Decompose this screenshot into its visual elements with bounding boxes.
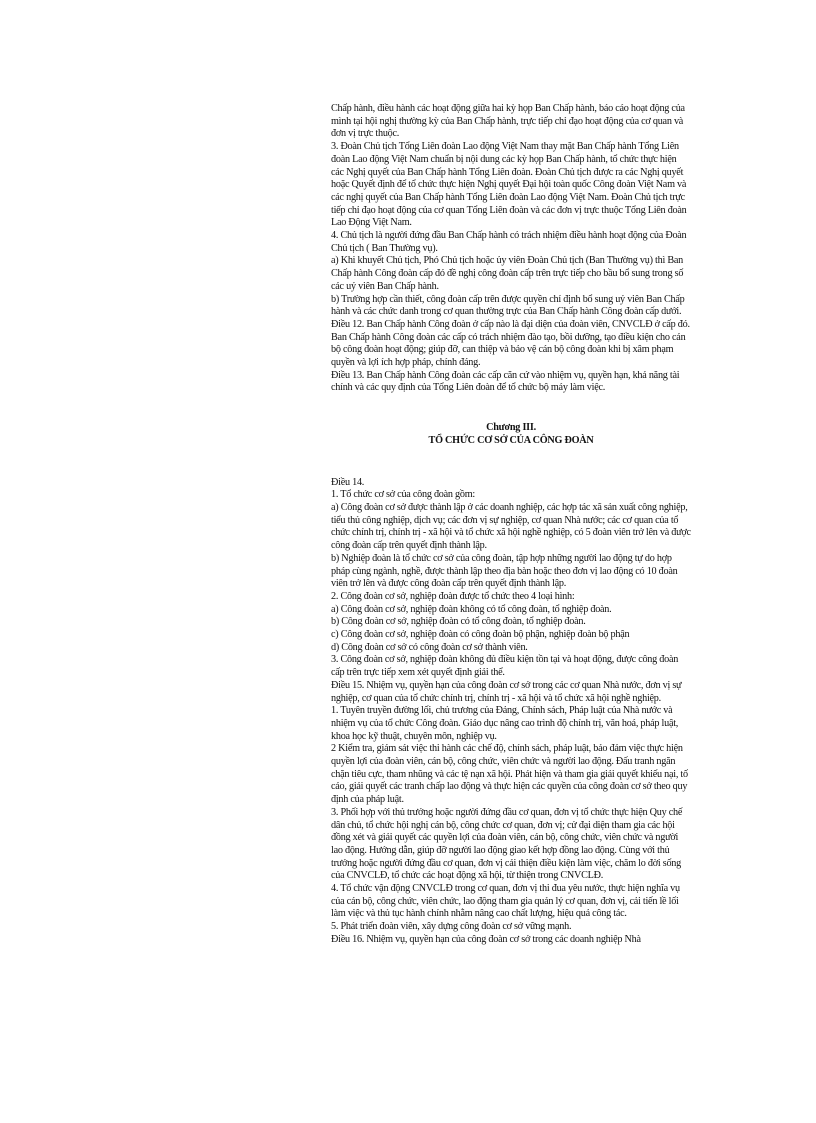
paragraph: c) Công đoàn cơ sở, nghiệp đoàn có công đoàn bộ phận, nghiệp đoàn bộ phận (331, 629, 630, 641)
paragraph: 4. Tổ chức vận động CNVCLĐ trong cơ quan, đơn vị thi đua yêu nước, thực hiện nghĩa vụ của cán bộ, công chức, viên chức, lao động tham gia quản lý cơ quan, đơn vị, cải tiến lề lối làm việc và thủ tục hành chính nhằm nâng cao chất lượng, hiệu quả công tác. (331, 883, 680, 920)
paragraph: Điều 14. (331, 476, 365, 488)
paragraph: Điều 13. Ban Chấp hành Công đoàn các cấp căn cứ vào nhiệm vụ, quyền hạn, khả năng tài chính và các quy định của Tổng Liên đoàn để tổ chức bộ máy làm việc. (331, 369, 680, 394)
paragraph: a) Công đoàn cơ sở được thành lập ở các doanh nghiệp, các hợp tác xã sản xuất công nghiệp, tiểu thủ công nghiệp, dịch vụ; các đơn vị sự nghiệp, cơ quan Nhà nước; các cơ quan của tổ chức chính trị, chính trị - xã hội và tổ chức xã hội nghề nghiệp, có 5 đoàn viên trở lên và được công đoàn cấp trên quyết định thành lập. (331, 501, 691, 552)
paragraph: 3. Công đoàn cơ sở, nghiệp đoàn không đủ điều kiện tồn tại và hoạt động, được công đoàn cấp trên trực tiếp xem xét quyết định giải thể. (331, 654, 679, 679)
paragraph: b) Nghiệp đoàn là tổ chức cơ sở của công đoàn, tập hợp những người lao động tự do hợp pháp cùng ngành, nghề, được thành lập theo địa bàn hoặc theo đơn vị lao động có 10 đoàn viên trở lên và được công đoàn cấp trên quyết định thành lập. (331, 552, 678, 590)
paragraph: 3. Phối hợp với thủ trưởng hoặc người đứng đầu cơ quan, đơn vị tổ chức thực hiện Quy chế dân chủ, tổ chức hội nghị cán bộ, công chức cơ quan, đơn vị; cử đại diện tham gia các hội đồng xét và giải quyết các quyền lợi của đoàn viên, cán bộ, công chức, viên chức và người lao động. Hướng dẫn, giúp đỡ người lao động giao kết hợp đồng lao động. Cùng với thủ trưởng hoặc người đứng đầu cơ quan, đơn vị cải thiện điều kiện làm việc, chăm lo đời sống của CNVCLĐ, tổ chức các hoạt động xã hội, từ thiện trong CNVCLĐ. (331, 806, 683, 882)
chapter-number: Chương III. (486, 422, 536, 434)
paragraph: 2 Kiểm tra, giám sát việc thi hành các chế độ, chính sách, pháp luật, bảo đảm việc thực hiện quyền lợi của đoàn viên, cán bộ, công chức, viên chức và người lao động. Đấu tranh ngăn chặn tiêu cực, tham nhũng và các tệ nạn xã hội. Phát hiện và tham gia giải quyết khiếu nại, tố cáo, giải quyết các tranh chấp lao động và thực hiện các quyền của công đoàn cơ sở theo quy định của pháp luật. (331, 743, 688, 806)
paragraph: a) Khi khuyết Chủ tịch, Phó Chủ tịch hoặc ủy viên Đoàn Chủ tịch (Ban Thường vụ) thì Ban Chấp hành Công đoàn cấp đó đề nghị công đoàn cấp trên trực tiếp cho bầu bổ sung trong số các uỷ viên Ban Chấp hành. (331, 255, 684, 292)
paragraph: Điều 12. Ban Chấp hành Công đoàn ở cấp nào là đại diện của đoàn viên, CNVCLĐ ở cấp đó. (331, 318, 690, 330)
chapter-heading (331, 422, 691, 447)
section-articles-14-16 (331, 477, 691, 947)
paragraph: Ban Chấp hành Công đoàn các cấp có trách nhiệm đào tạo, bồi dưỡng, tạo điều kiện cho cán bộ công đoàn hoạt động; giúp đỡ, can thiệp và bảo vệ cán bộ công đoàn khi bị xâm phạm quyền và lợi ích hợp pháp, chính đáng. (331, 331, 686, 369)
text-column (331, 103, 691, 947)
paragraph: 5. Phát triển đoàn viên, xây dựng công đoàn cơ sở vững mạnh. (331, 921, 572, 933)
paragraph: 1. Tổ chức cơ sở của công đoàn gồm: (331, 489, 476, 501)
paragraph: 3. Đoàn Chủ tịch Tổng Liên đoàn Lao động Việt Nam thay mặt Ban Chấp hành Tổng Liên đoàn Lao động Việt Nam chuẩn bị nội dung các kỳ họp Ban Chấp hành, tổ chức thực hiện các Nghị quyết của Ban Chấp hành Tổng Liên đoàn. Đoàn Chủ tịch được ra các Nghị quyết hoặc Quyết định để tổ chức thực hiện Nghị quyết Đại hội toàn quốc Công đoàn Việt Nam và các nghị quyết của Ban Chấp hành Tổng Liên đoàn Lao động Việt Nam. Đoàn Chủ tịch trực tiếp chỉ đạo hoạt động của cơ quan Tổng Liên đoàn và các đơn vị trực thuộc Tổng Liên đoàn Lao Động Việt Nam. (331, 141, 687, 229)
paragraph: 4. Chủ tịch là người đứng đầu Ban Chấp hành có trách nhiệm điều hành hoạt động của Đoàn Chủ tịch ( Ban Thường vụ). (331, 230, 687, 254)
paragraph: Điều 16. Nhiệm vụ, quyền hạn của công đoàn cơ sở trong các doanh nghiệp Nhà (331, 933, 641, 945)
paragraph: a) Công đoàn cơ sở, nghiệp đoàn không có tổ công đoàn, tổ nghiệp đoàn. (331, 603, 612, 615)
paragraph: Điều 15. Nhiệm vụ, quyền hạn của công đoàn cơ sở trong các cơ quan Nhà nước, đơn vị sự nghiệp, cơ quan của tổ chức chính trị, chính trị - xã hội và tổ chức xã hội nghề nghiệp. (331, 679, 682, 704)
paragraph: b) Trường hợp cần thiết, công đoàn cấp trên được quyền chỉ định bổ sung uỷ viên Ban Chấp hành và các chức danh trong cơ quan thường trực của Ban Chấp hành Công đoàn cấp dưới. (331, 293, 685, 318)
paragraph: b) Công đoàn cơ sở, nghiệp đoàn có tổ công đoàn, tổ nghiệp đoàn. (331, 616, 586, 628)
paragraph: Chấp hành, điều hành các hoạt động giữa hai kỳ họp Ban Chấp hành, báo cáo hoạt động của mình tại hội nghị thường kỳ của Ban Chấp hành, trực tiếp chỉ đạo hoạt động của cơ quan và đơn vị trực thuộc. (331, 103, 685, 140)
paragraph: 1. Tuyên truyền đường lối, chủ trương của Đảng, Chính sách, Pháp luật của Nhà nước và nhiệm vụ của tổ chức Công đoàn. Giáo dục nâng cao trình độ chính trị, văn hoá, pháp luật, khoa học kỹ thuật, chuyên môn, nghiệp vụ. (331, 705, 679, 742)
paragraph: 2. Công đoàn cơ sở, nghiệp đoàn được tổ chức theo 4 loại hình: (331, 590, 575, 602)
chapter-title: TỔ CHỨC CƠ SỞ CỦA CÔNG ĐOÀN (428, 434, 594, 446)
paragraph: d) Công đoàn cơ sở có công đoàn cơ sở thành viên. (331, 641, 528, 653)
section-articles-11-13 (331, 103, 691, 395)
